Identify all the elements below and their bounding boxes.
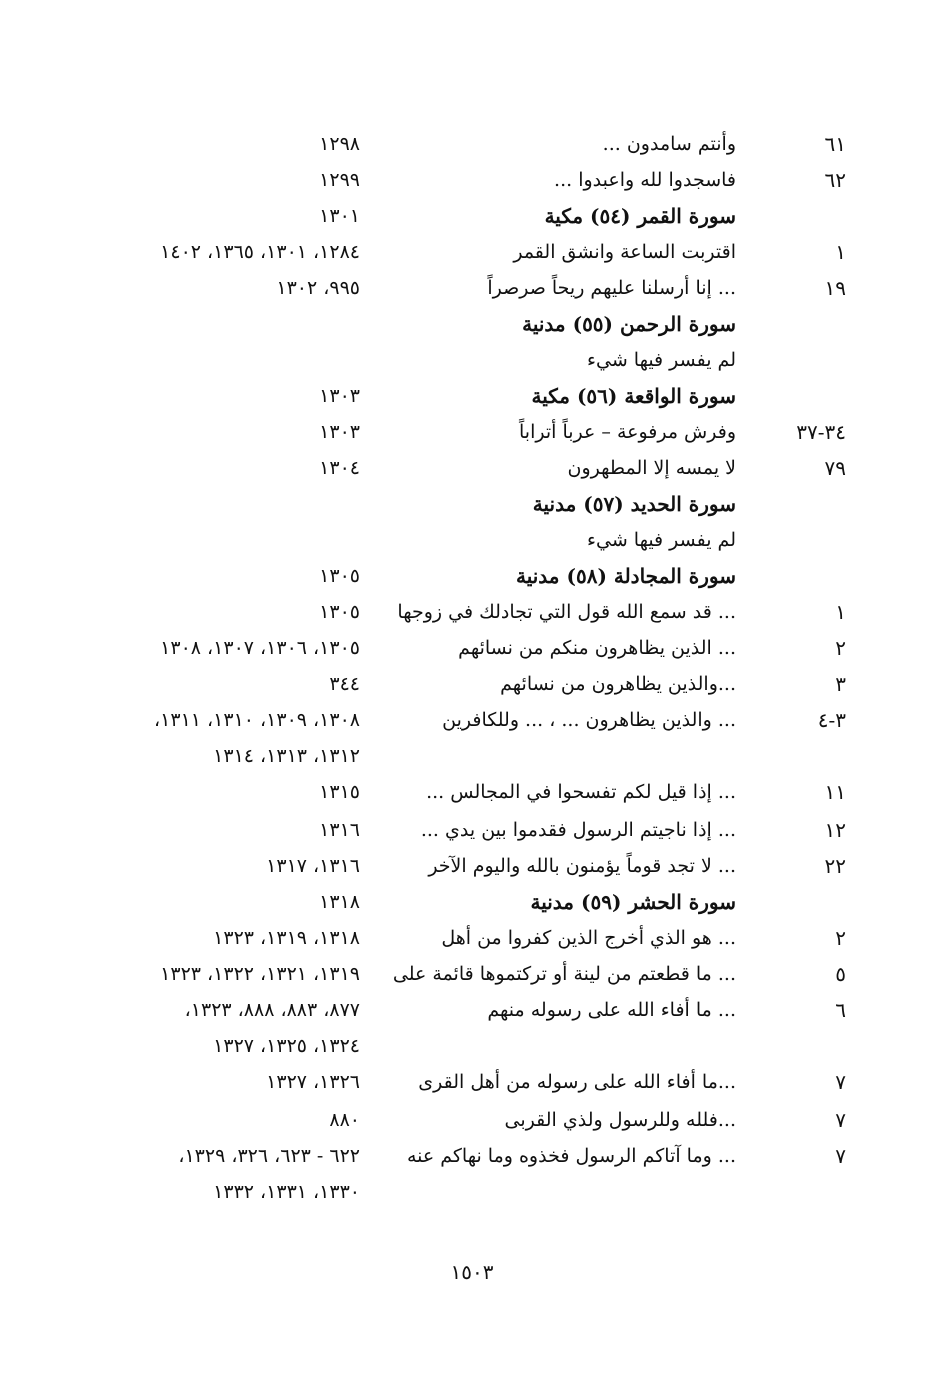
verse-text: لم يفسر فيها شيء — [587, 349, 736, 371]
page-references: ١٣٢٤، ١٣٢٥، ١٣٢٧ — [213, 1035, 360, 1057]
page-references: ١٣٠٥، ١٣٠٦، ١٣٠٧، ١٣٠٨ — [160, 637, 360, 659]
index-row — [0, 1102, 944, 1138]
page-references: ١٢٩٩ — [319, 169, 360, 191]
verse-number: ٧ — [835, 1144, 846, 1168]
index-row — [0, 956, 944, 992]
verse-number: ١٩ — [824, 276, 846, 300]
index-table — [0, 126, 944, 1210]
verse-text: والذين يظاهرون ... ، ... وللكافرين ... — [442, 709, 736, 731]
page-references: ١٣١٨، ١٣١٩، ١٣٢٣ — [213, 927, 360, 949]
page-references: ١٣١٨ — [319, 891, 360, 913]
page-references: ١٣٠٣ — [319, 385, 360, 407]
index-row — [0, 342, 944, 378]
page-references: ٦٢٢ - ٦٢٣، ٣٢٦، ١٣٢٩، — [178, 1145, 360, 1167]
verse-text: لا تجد قوماً يؤمنون بالله واليوم الآخر ... — [428, 855, 736, 877]
page-references: ٨٨٠ — [329, 1109, 360, 1131]
pages-continuation-row — [0, 738, 944, 774]
surah-heading: سورة الحديد (٥٧) مدنية — [532, 492, 736, 516]
pages-continuation-row — [0, 1028, 944, 1064]
index-row — [0, 848, 944, 884]
verse-number: ٣ — [835, 672, 846, 696]
index-row — [0, 702, 944, 738]
verse-text: والذين يظاهرون من نسائهم... — [500, 673, 736, 695]
verse-text: فلله وللرسول ولذي القربى... — [504, 1109, 736, 1131]
index-row — [0, 522, 944, 558]
index-row — [0, 992, 944, 1028]
surah-heading: سورة المجادلة (٥٨) مدنية — [515, 564, 736, 588]
page-references: ١٣١٦، ١٣١٧ — [266, 855, 360, 877]
surah-heading: سورة الحشر (٥٩) مدنية — [530, 890, 736, 914]
surah-heading: سورة الرحمن (٥٥) مدنية — [522, 312, 736, 336]
page-references: ١٣٠١ — [319, 205, 360, 227]
index-row — [0, 414, 944, 450]
verse-number: ٧ — [835, 1108, 846, 1132]
index-row — [0, 234, 944, 270]
page-references: ١٣٠٤ — [319, 457, 360, 479]
verse-text: ما أفاء الله على رسوله منهم ... — [487, 999, 736, 1021]
verse-text: هو الذي أخرج الذين كفروا من أهل ... — [441, 927, 736, 949]
verse-number: ٧٩ — [824, 456, 846, 480]
verse-text: لم يفسر فيها شيء — [587, 529, 736, 551]
verse-text: وما آتاكم الرسول فخذوه وما نهاكم عنه ... — [406, 1145, 736, 1167]
page-references: ١٣٠٨، ١٣٠٩، ١٣١٠، ١٣١١، — [154, 709, 360, 731]
surah-heading-row — [0, 306, 944, 342]
page-references: ١٣٢٦، ١٣٢٧ — [266, 1071, 360, 1093]
page-references: ١٢٨٤، ١٣٠١، ١٣٦٥، ١٤٠٢ — [160, 241, 360, 263]
index-row — [0, 126, 944, 162]
verse-text: وفرش مرفوعة – عرباً أتراباً — [519, 421, 736, 443]
surah-heading-row — [0, 884, 944, 920]
surah-heading-row — [0, 558, 944, 594]
surah-heading: سورة الواقعة (٥٦) مكية — [531, 384, 736, 408]
surah-heading: سورة القمر (٥٤) مكية — [544, 204, 736, 228]
index-row — [0, 162, 944, 198]
page-references: ١٣١٥ — [319, 781, 360, 803]
verse-number: ٢ — [835, 926, 846, 950]
index-row — [0, 774, 944, 812]
index-row — [0, 666, 944, 702]
verse-number: ٣-٤ — [817, 708, 846, 732]
verse-number: ٦ — [835, 998, 846, 1022]
page-references: ١٣٠٣ — [319, 421, 360, 443]
page-references: ٨٧٧، ٨٨٣، ٨٨٨، ١٣٢٣، — [184, 999, 360, 1021]
verse-number: ١١ — [824, 780, 846, 804]
verse-text: قد سمع الله قول التي تجادلك في زوجها ... — [397, 601, 736, 623]
page-references: ١٣١٦ — [319, 819, 360, 841]
index-row — [0, 1064, 944, 1102]
verse-number: ١ — [835, 600, 846, 624]
surah-heading-row — [0, 486, 944, 522]
page-references: ١٣٠٥ — [319, 601, 360, 623]
verse-text: ما أفاء الله على رسوله من أهل القرى... — [418, 1071, 736, 1093]
index-row — [0, 1138, 944, 1174]
surah-heading-row — [0, 198, 944, 234]
page-references: ١٣١٢، ١٣١٣، ١٣١٤ — [213, 745, 360, 767]
index-row — [0, 812, 944, 848]
surah-heading-row — [0, 378, 944, 414]
page-references: ٩٩٥، ١٣٠٢ — [276, 277, 360, 299]
verse-text: إنا أرسلنا عليهم ريحاً صرصراً ... — [487, 277, 736, 299]
verse-text: ... إذا قيل لكم تفسحوا في المجالس ... — [426, 781, 736, 803]
verse-number: ٥ — [835, 962, 846, 986]
index-row — [0, 594, 944, 630]
index-row — [0, 450, 944, 486]
index-row — [0, 920, 944, 956]
verse-text: اقتربت الساعة وانشق القمر — [513, 241, 736, 263]
index-row — [0, 630, 944, 666]
page-references: ١٣١٩، ١٣٢١، ١٣٢٢، ١٣٢٣ — [160, 963, 360, 985]
page-references: ١٢٩٨ — [319, 133, 360, 155]
verse-text: ... إذا ناجيتم الرسول فقدموا بين يدي ... — [420, 819, 736, 841]
verse-number: ٦٢ — [824, 168, 846, 192]
verse-text: ... فاسجدوا لله واعبدوا — [554, 169, 736, 191]
verse-text: ما قطعتم من لينة أو تركتموها قائمة على ... — [392, 963, 736, 985]
page-references: ١٣٠٥ — [319, 565, 360, 587]
page-number: ١٥٠٣ — [450, 1260, 494, 1284]
verse-number: ٢٢ — [824, 854, 846, 878]
verse-text: ... وأنتم سامدون — [602, 133, 736, 155]
verse-number: ٦١ — [824, 132, 846, 156]
verse-number: ١٢ — [824, 818, 846, 842]
verse-number: ٢ — [835, 636, 846, 660]
verse-text: الذين يظاهرون منكم من نسائهم ... — [458, 637, 736, 659]
page-references: ٣٤٤ — [329, 673, 360, 695]
verse-number: ٧ — [835, 1070, 846, 1094]
verse-number: ٣٤-٣٧ — [796, 420, 846, 444]
verse-number: ١ — [835, 240, 846, 264]
index-row — [0, 270, 944, 306]
page-references: ١٣٣٠، ١٣٣١، ١٣٣٢ — [213, 1181, 360, 1203]
pages-continuation-row — [0, 1174, 944, 1210]
verse-text: لا يمسه إلا المطهرون — [567, 457, 736, 479]
